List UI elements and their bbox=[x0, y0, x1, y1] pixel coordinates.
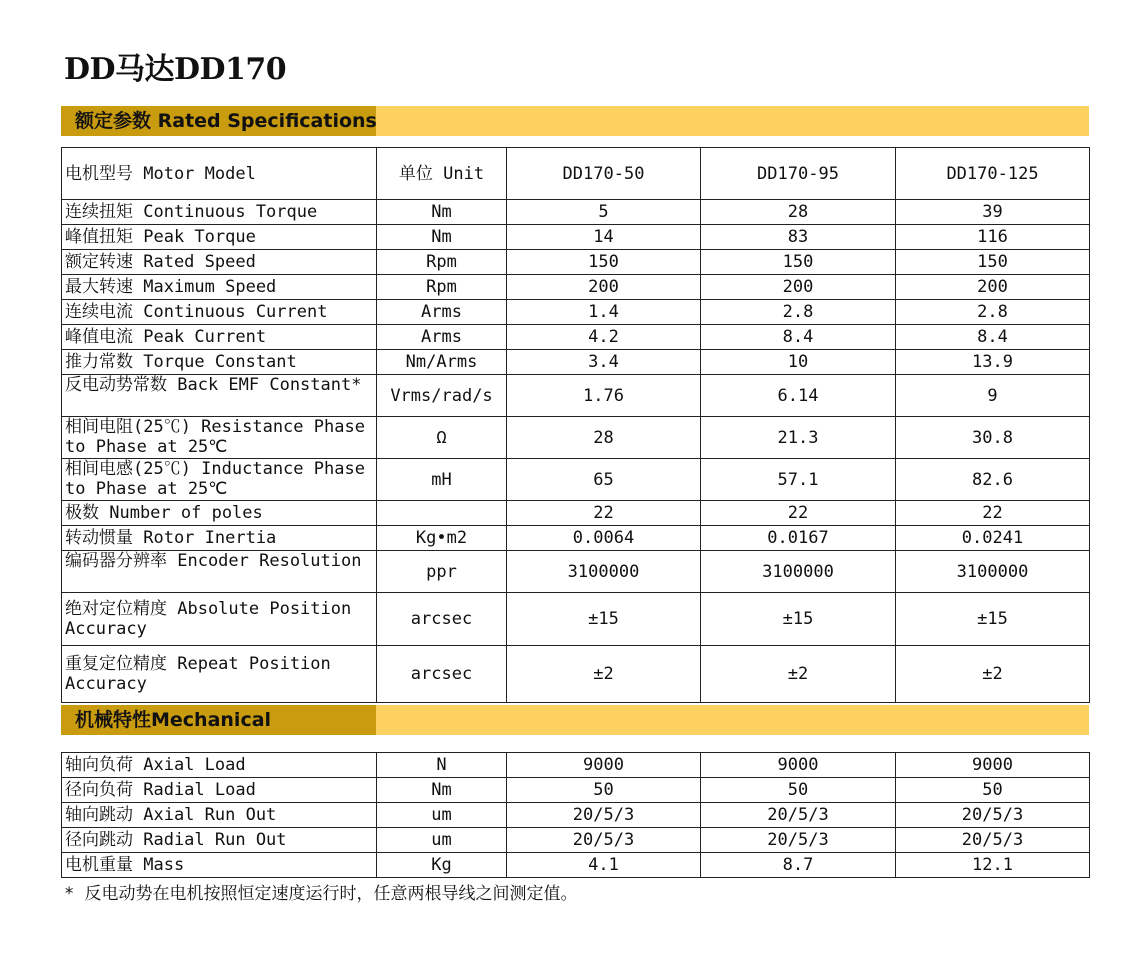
value-cell: 21.3 bbox=[701, 417, 896, 459]
header-model-col: DD170-50 bbox=[507, 148, 701, 200]
value-cell: ±15 bbox=[507, 593, 701, 646]
row-label bbox=[62, 417, 377, 459]
value-cell: 1.76 bbox=[507, 375, 701, 417]
unit-cell: Nm bbox=[377, 225, 507, 250]
value-cell: 20/5/3 bbox=[701, 828, 896, 853]
value-cell: 20/5/3 bbox=[507, 828, 701, 853]
value-cell: 3100000 bbox=[701, 551, 896, 593]
value-cell: 83 bbox=[701, 225, 896, 250]
value-cell: 82.6 bbox=[896, 459, 1090, 501]
row-label bbox=[62, 275, 377, 300]
row-label bbox=[62, 325, 377, 350]
value-cell: ±15 bbox=[896, 593, 1090, 646]
value-cell: 22 bbox=[896, 501, 1090, 526]
row-label bbox=[62, 646, 377, 703]
unit-cell: Vrms/rad/s bbox=[377, 375, 507, 417]
value-cell: 0.0064 bbox=[507, 526, 701, 551]
unit-cell: arcsec bbox=[377, 646, 507, 703]
value-cell: 9000 bbox=[507, 753, 701, 778]
value-cell: 200 bbox=[896, 275, 1090, 300]
table-row bbox=[62, 225, 1090, 250]
value-cell: 150 bbox=[507, 250, 701, 275]
value-cell: 20/5/3 bbox=[701, 803, 896, 828]
unit-cell: arcsec bbox=[377, 593, 507, 646]
footnote: * 反电动势在电机按照恒定速度运行时，任意两根导线之间测定值。 bbox=[64, 884, 578, 904]
value-cell: ±15 bbox=[701, 593, 896, 646]
value-cell: 65 bbox=[507, 459, 701, 501]
unit-cell: Ω bbox=[377, 417, 507, 459]
value-cell: 4.2 bbox=[507, 325, 701, 350]
page-title: DD马达DD170 bbox=[64, 52, 287, 87]
table-row bbox=[62, 200, 1090, 225]
unit-cell: ppr bbox=[377, 551, 507, 593]
row-label bbox=[62, 593, 377, 646]
table-row bbox=[62, 646, 1090, 703]
table-row bbox=[62, 828, 1090, 853]
mechanical-spec-table bbox=[61, 752, 1090, 878]
value-cell: 0.0241 bbox=[896, 526, 1090, 551]
value-cell: 28 bbox=[701, 200, 896, 225]
row-label bbox=[62, 828, 377, 853]
unit-cell: um bbox=[377, 803, 507, 828]
rated-section-heading: 额定参数 Rated Specifications bbox=[61, 106, 376, 136]
value-cell: 9000 bbox=[701, 753, 896, 778]
value-cell: 9 bbox=[896, 375, 1090, 417]
table-row bbox=[62, 350, 1090, 375]
row-label-text: 连续电流 Continuous Current bbox=[65, 302, 328, 322]
rated-spec-table bbox=[61, 147, 1090, 703]
table-row bbox=[62, 325, 1090, 350]
row-label-text: 径向负荷 Radial Load bbox=[65, 780, 256, 800]
unit-cell: mH bbox=[377, 459, 507, 501]
row-label-text: 额定转速 Rated Speed bbox=[65, 252, 256, 272]
unit-cell: Arms bbox=[377, 325, 507, 350]
row-label bbox=[62, 501, 377, 526]
unit-cell: Rpm bbox=[377, 275, 507, 300]
table-row bbox=[62, 417, 1090, 459]
row-label bbox=[62, 753, 377, 778]
table-row bbox=[62, 375, 1090, 417]
value-cell: 10 bbox=[701, 350, 896, 375]
table-row bbox=[62, 778, 1090, 803]
row-label-text: 编码器分辨率 Encoder Resolution bbox=[65, 551, 362, 571]
value-cell: 8.4 bbox=[896, 325, 1090, 350]
value-cell: 30.8 bbox=[896, 417, 1090, 459]
table-row bbox=[62, 300, 1090, 325]
value-cell: 57.1 bbox=[701, 459, 896, 501]
value-cell: 8.7 bbox=[701, 853, 896, 878]
table-row bbox=[62, 753, 1090, 778]
value-cell: ±2 bbox=[896, 646, 1090, 703]
value-cell: ±2 bbox=[701, 646, 896, 703]
unit-cell: Nm bbox=[377, 778, 507, 803]
value-cell: 4.1 bbox=[507, 853, 701, 878]
value-cell: 50 bbox=[507, 778, 701, 803]
row-label bbox=[62, 526, 377, 551]
row-label-text: 极数 Number of poles bbox=[65, 503, 263, 523]
row-label bbox=[62, 300, 377, 325]
value-cell: 150 bbox=[896, 250, 1090, 275]
value-cell: 28 bbox=[507, 417, 701, 459]
row-label bbox=[62, 459, 377, 501]
row-label-text: 电机重量 Mass bbox=[65, 855, 185, 875]
row-label-text: 转动惯量 Rotor Inertia bbox=[65, 528, 277, 548]
value-cell: 50 bbox=[701, 778, 896, 803]
value-cell: 200 bbox=[507, 275, 701, 300]
row-label bbox=[62, 853, 377, 878]
value-cell: 2.8 bbox=[896, 300, 1090, 325]
row-label-text: 推力常数 Torque Constant bbox=[65, 352, 297, 372]
value-cell: 0.0167 bbox=[701, 526, 896, 551]
unit-cell: N bbox=[377, 753, 507, 778]
table-row bbox=[62, 275, 1090, 300]
unit-cell: Nm bbox=[377, 200, 507, 225]
value-cell: 22 bbox=[701, 501, 896, 526]
table-row bbox=[62, 853, 1090, 878]
table-row bbox=[62, 593, 1090, 646]
row-label bbox=[62, 551, 377, 593]
row-label bbox=[62, 803, 377, 828]
unit-cell: Kg•m2 bbox=[377, 526, 507, 551]
unit-cell: Nm/Arms bbox=[377, 350, 507, 375]
value-cell: 20/5/3 bbox=[896, 828, 1090, 853]
table-row bbox=[62, 526, 1090, 551]
row-label bbox=[62, 225, 377, 250]
table-row bbox=[62, 459, 1090, 501]
header-model-col: DD170-125 bbox=[896, 148, 1090, 200]
row-label-text: 径向跳动 Radial Run Out bbox=[65, 830, 287, 850]
value-cell: 14 bbox=[507, 225, 701, 250]
table-row bbox=[62, 250, 1090, 275]
row-label-text: 绝对定位精度 Absolute Position Accuracy bbox=[65, 599, 352, 639]
row-label-text: 连续扭矩 Continuous Torque bbox=[65, 202, 318, 222]
header-unit: 单位 Unit bbox=[377, 148, 507, 200]
value-cell: 116 bbox=[896, 225, 1090, 250]
row-label bbox=[62, 250, 377, 275]
value-cell: ±2 bbox=[507, 646, 701, 703]
value-cell: 200 bbox=[701, 275, 896, 300]
value-cell: 1.4 bbox=[507, 300, 701, 325]
row-label-text: 反电动势常数 Back EMF Constant* bbox=[65, 375, 362, 395]
row-label-text: 轴向负荷 Axial Load bbox=[65, 755, 246, 775]
value-cell: 3.4 bbox=[507, 350, 701, 375]
value-cell: 2.8 bbox=[701, 300, 896, 325]
header-model-col: DD170-95 bbox=[701, 148, 896, 200]
table-row bbox=[62, 501, 1090, 526]
rated-section-bar bbox=[61, 106, 1089, 136]
row-label bbox=[62, 350, 377, 375]
row-label-text: 轴向跳动 Axial Run Out bbox=[65, 805, 277, 825]
table-header-row bbox=[62, 148, 1090, 200]
row-label-text: 峰值电流 Peak Current bbox=[65, 327, 267, 347]
row-label bbox=[62, 375, 377, 417]
unit-cell: Arms bbox=[377, 300, 507, 325]
value-cell: 3100000 bbox=[507, 551, 701, 593]
unit-cell: um bbox=[377, 828, 507, 853]
header-model: 电机型号 Motor Model bbox=[62, 148, 377, 200]
row-label bbox=[62, 200, 377, 225]
value-cell: 9000 bbox=[896, 753, 1090, 778]
value-cell: 13.9 bbox=[896, 350, 1090, 375]
row-label-text: 相间电阻(25℃) Resistance Phase to Phase at 25℃ bbox=[65, 417, 365, 457]
value-cell: 5 bbox=[507, 200, 701, 225]
value-cell: 20/5/3 bbox=[507, 803, 701, 828]
unit-cell: Kg bbox=[377, 853, 507, 878]
value-cell: 22 bbox=[507, 501, 701, 526]
mechanical-section-bar bbox=[61, 705, 1089, 735]
row-label-text: 峰值扭矩 Peak Torque bbox=[65, 227, 256, 247]
value-cell: 150 bbox=[701, 250, 896, 275]
row-label-text: 重复定位精度 Repeat Position Accuracy bbox=[65, 654, 331, 694]
row-label-text: 相间电感(25℃) Inductance Phase to Phase at 25℃ bbox=[65, 459, 365, 499]
row-label-text: 最大转速 Maximum Speed bbox=[65, 277, 277, 297]
value-cell: 6.14 bbox=[701, 375, 896, 417]
unit-cell: Rpm bbox=[377, 250, 507, 275]
table-row bbox=[62, 551, 1090, 593]
unit-cell bbox=[377, 501, 507, 526]
value-cell: 50 bbox=[896, 778, 1090, 803]
table-row bbox=[62, 803, 1090, 828]
value-cell: 20/5/3 bbox=[896, 803, 1090, 828]
value-cell: 12.1 bbox=[896, 853, 1090, 878]
row-label bbox=[62, 778, 377, 803]
mechanical-section-heading: 机械特性Mechanical bbox=[61, 705, 376, 735]
value-cell: 39 bbox=[896, 200, 1090, 225]
value-cell: 8.4 bbox=[701, 325, 896, 350]
value-cell: 3100000 bbox=[896, 551, 1090, 593]
